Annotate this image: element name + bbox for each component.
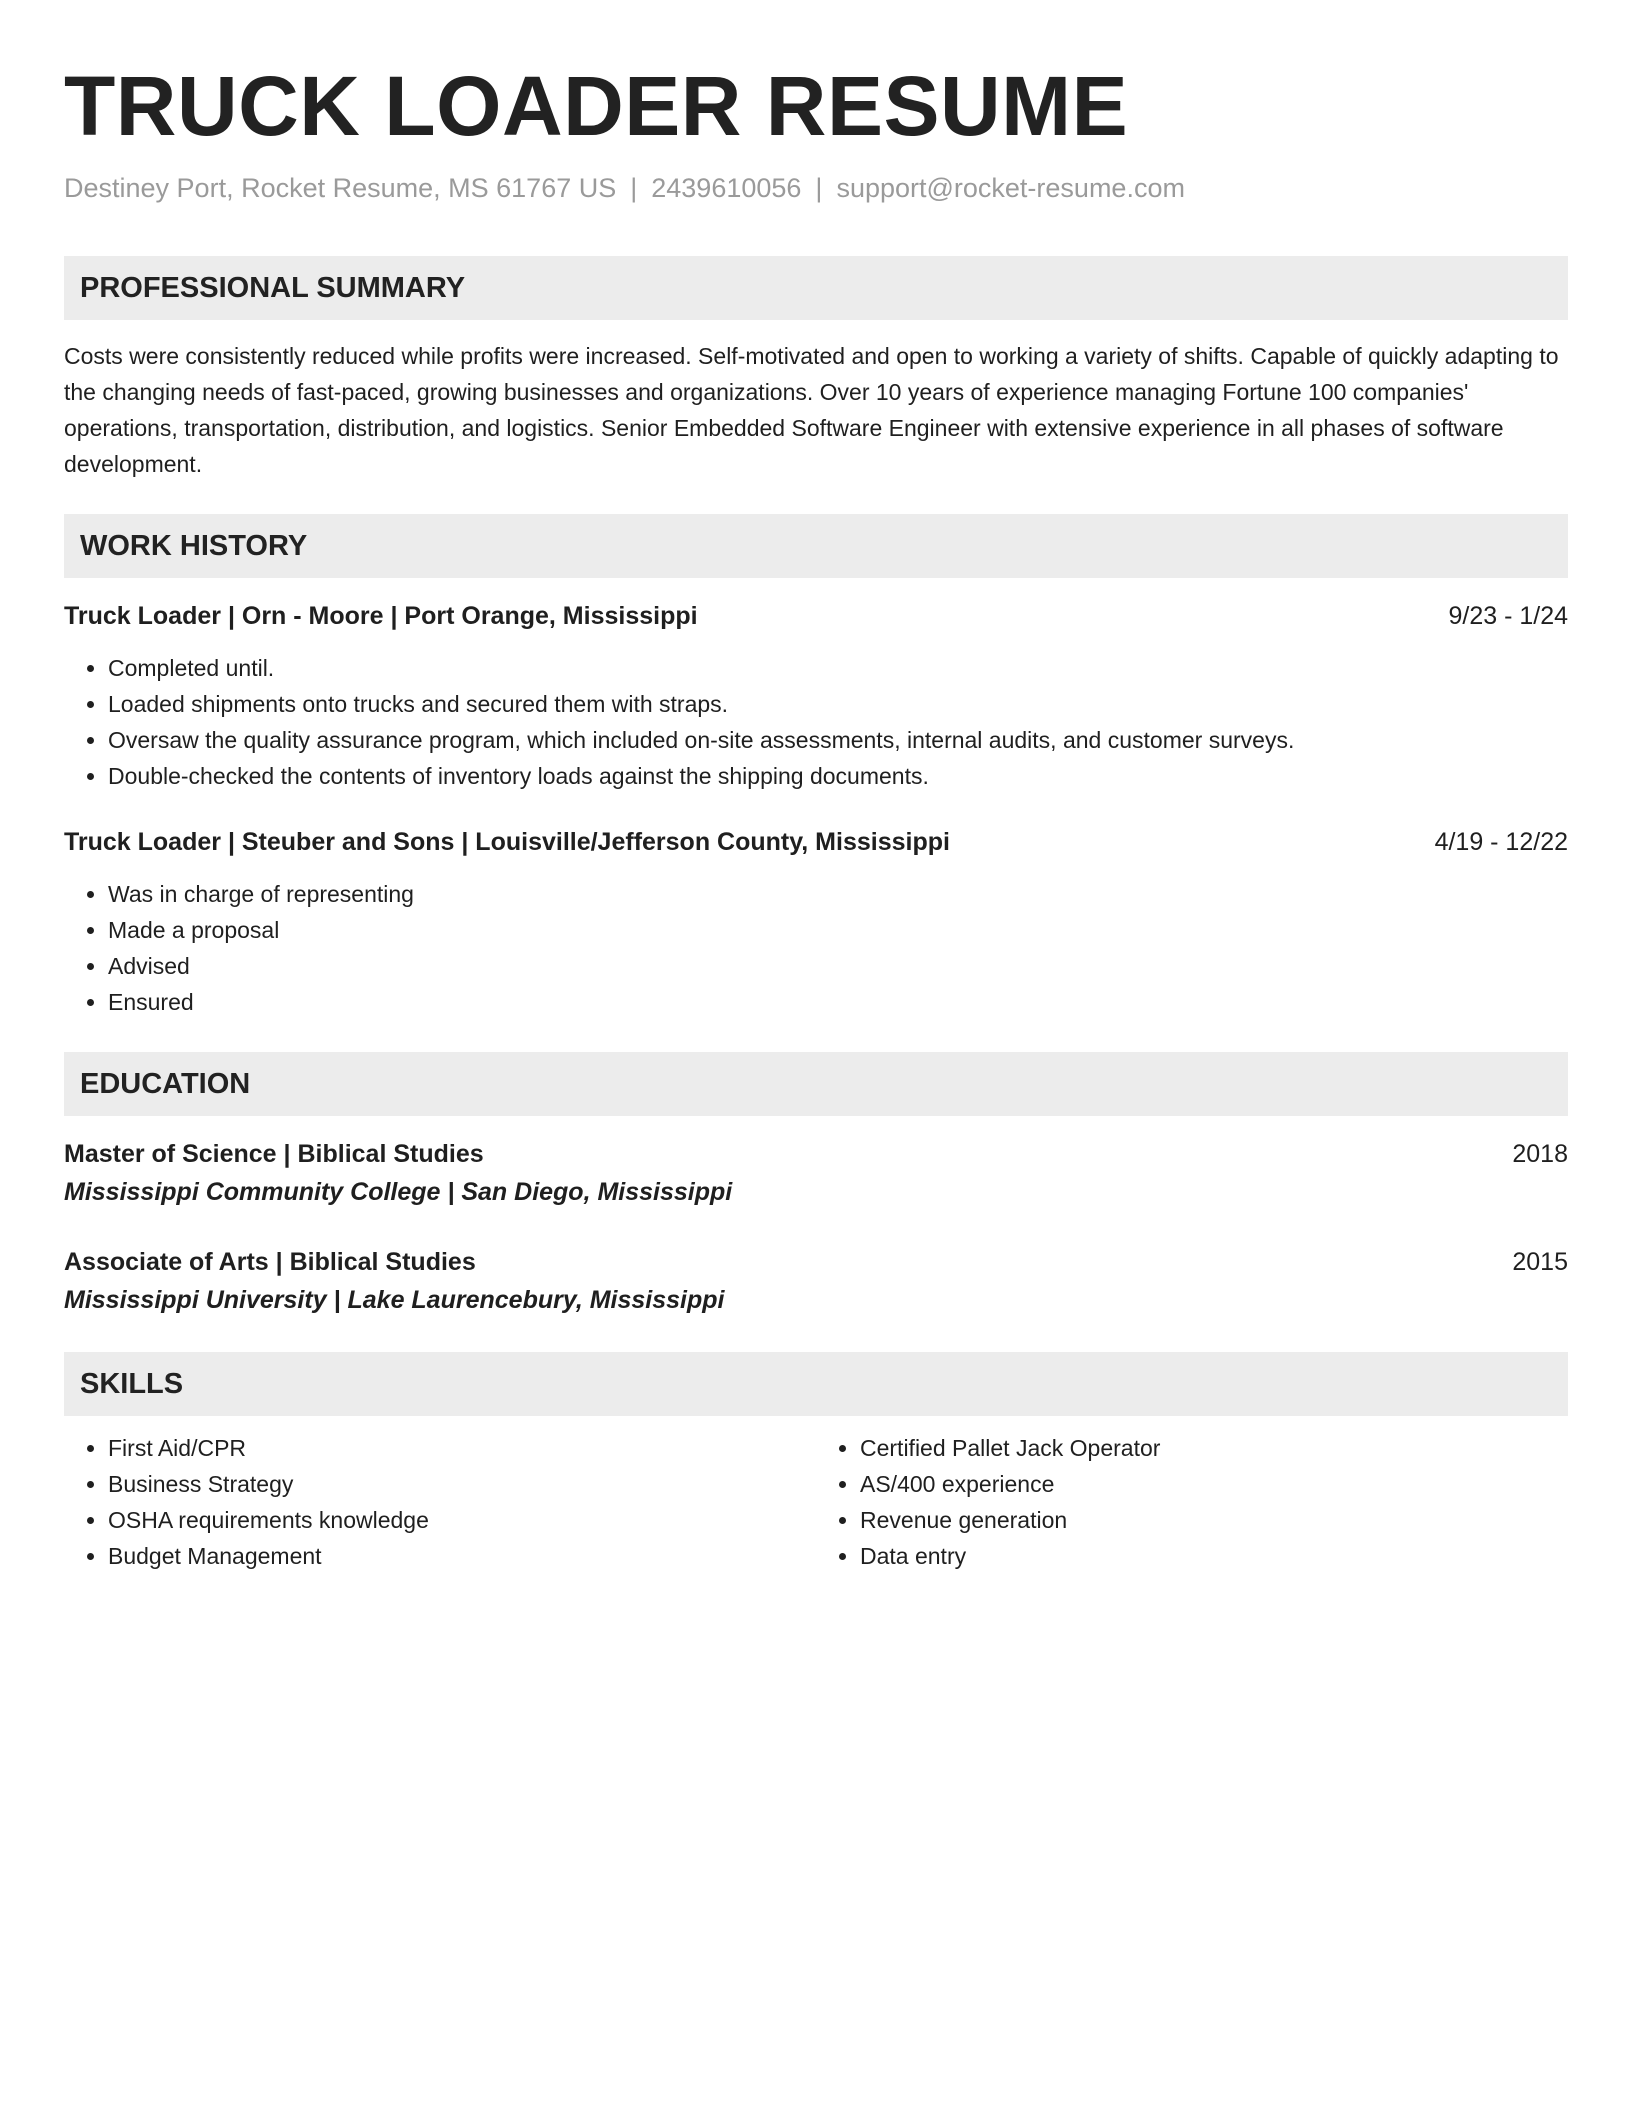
job-dates: 9/23 - 1/24: [1448, 602, 1568, 630]
education-degree: Associate of Arts | Biblical Studies: [64, 1248, 476, 1276]
education-header: [64, 1136, 1568, 1172]
skill-item: • AS/400 experience: [860, 1466, 1568, 1502]
section-header-summary: PROFESSIONAL SUMMARY: [64, 256, 1568, 320]
job-bullet: • Was in charge of representing: [108, 876, 1568, 912]
section-header-skills: SKILLS: [64, 1352, 1568, 1416]
resume-title: TRUCK LOADER RESUME: [64, 59, 1129, 153]
job-bullets: [64, 650, 1568, 794]
job-bullet: • Completed until.: [108, 650, 1568, 686]
skills-list: [64, 1430, 1568, 1574]
skill-item: • Revenue generation: [860, 1502, 1568, 1538]
job-bullet: • Made a proposal: [108, 912, 1568, 948]
job-bullet: • Ensured: [108, 984, 1568, 1020]
section-header-work-history: WORK HISTORY: [64, 514, 1568, 578]
contact-address: Destiney Port, Rocket Resume, MS 61767 US: [64, 173, 617, 203]
skill-item: • Certified Pallet Jack Operator: [860, 1430, 1568, 1466]
education-school: Mississippi University | Lake Laurencebury, Mississippi: [64, 1286, 725, 1314]
job-dates: 4/19 - 12/22: [1434, 828, 1568, 856]
contact-email: support@rocket-resume.com: [836, 173, 1185, 203]
contact-separator: |: [630, 173, 638, 203]
section-header-education: EDUCATION: [64, 1052, 1568, 1116]
job-bullet: • Loaded shipments onto trucks and secured them with straps.: [108, 686, 1568, 722]
job-header: [64, 598, 1568, 634]
skill-item: • OSHA requirements knowledge: [108, 1502, 816, 1538]
job-bullet: • Advised: [108, 948, 1568, 984]
job-title: Truck Loader | Orn - Moore | Port Orange, Mississippi: [64, 602, 698, 630]
job-bullet: • Oversaw the quality assurance program, which included on-site assessments, internal audits, and customer surveys.: [108, 722, 1568, 758]
job-bullets: [64, 876, 1568, 1020]
education-degree: Master of Science | Biblical Studies: [64, 1140, 484, 1168]
job-entry: [64, 824, 1568, 1020]
education-year: 2015: [1512, 1248, 1568, 1276]
contact-phone: 2439610056: [651, 173, 802, 203]
skill-item: • First Aid/CPR: [108, 1430, 816, 1466]
education-year: 2018: [1512, 1140, 1568, 1168]
education-school: Mississippi Community College | San Diego, Mississippi: [64, 1178, 733, 1206]
summary-text: Costs were consistently reduced while profits were increased. Self-motivated and open to working a variety of shifts. Capable of quickly adapting to the changing needs of fast-paced, growing businesses and organizations. Over 10 years of experience managing Fortune 100 companies' operations, transportation, distribution, and logistics. Senior Embedded Software Engineer with extensive experience in all phases of software development.: [64, 343, 1559, 477]
skills-column-right: [816, 1430, 1568, 1574]
education-header: [64, 1244, 1568, 1280]
education-entry: [64, 1136, 1568, 1212]
contact-line: [64, 170, 1568, 206]
skills-column-left: [64, 1430, 816, 1574]
job-title: Truck Loader | Steuber and Sons | Louisville/Jefferson County, Mississippi: [64, 828, 950, 856]
skill-item: • Budget Management: [108, 1538, 816, 1574]
education-entry: [64, 1244, 1568, 1320]
skill-item: • Business Strategy: [108, 1466, 816, 1502]
contact-separator: |: [815, 173, 823, 203]
skill-item: • Data entry: [860, 1538, 1568, 1574]
job-bullet: • Double-checked the contents of inventory loads against the shipping documents.: [108, 758, 1568, 794]
job-entry: [64, 598, 1568, 794]
job-header: [64, 824, 1568, 860]
